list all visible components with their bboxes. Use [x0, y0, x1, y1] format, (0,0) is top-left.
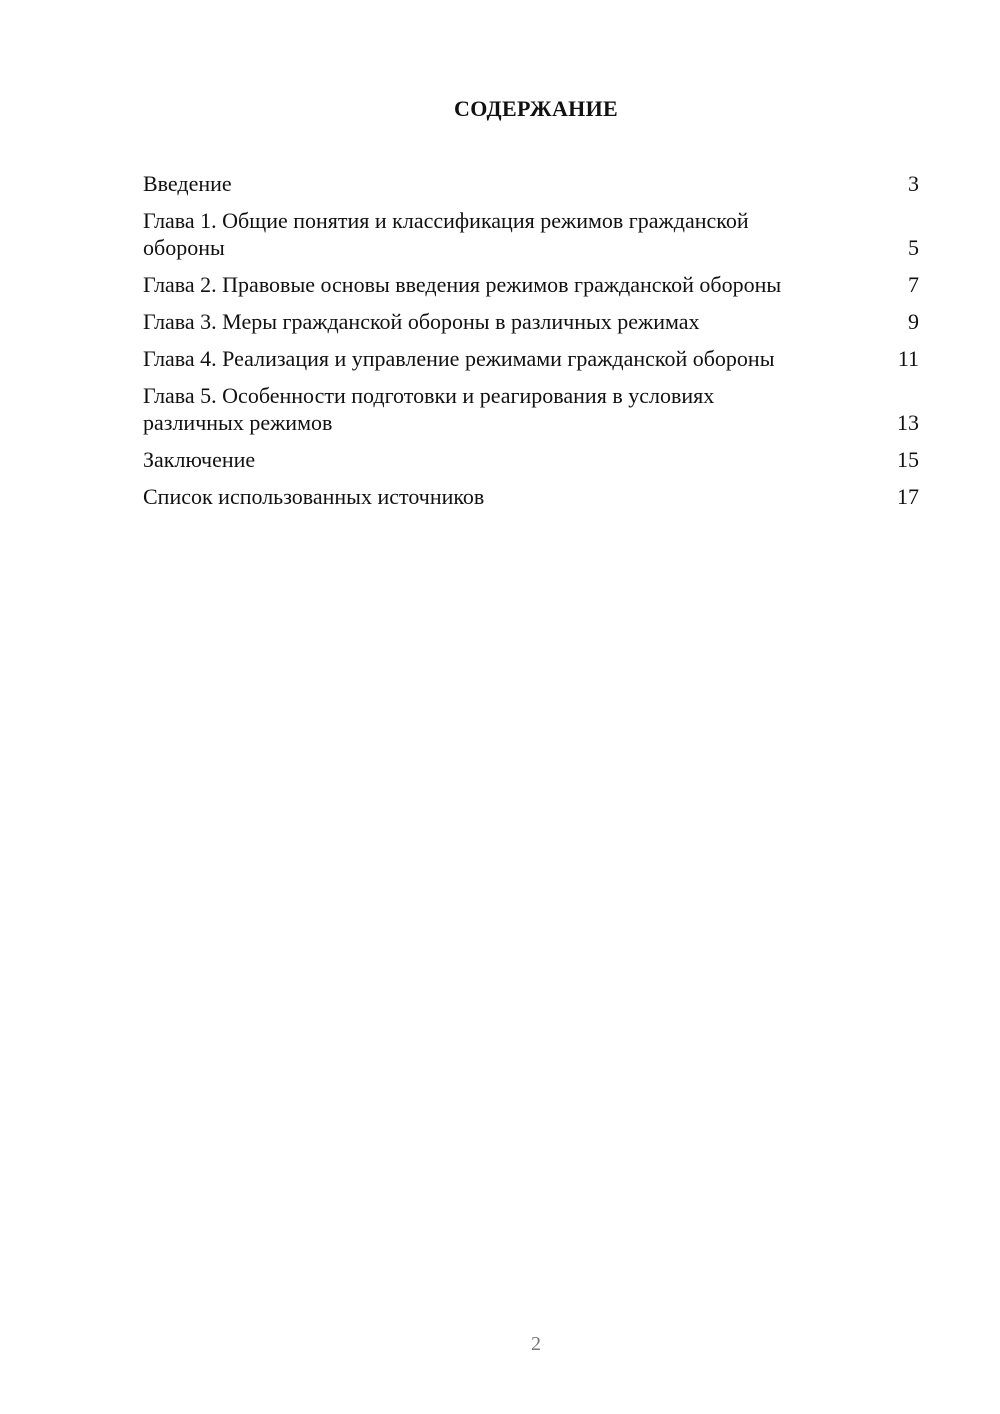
toc-entry-introduction[interactable]: [143, 170, 919, 197]
toc-entry-page: 3: [908, 171, 919, 196]
toc-entry-text: Глава 3. Меры гражданской обороны в различных режимах: [143, 309, 700, 334]
table-of-contents: [143, 170, 919, 520]
toc-entry-page: 13: [897, 410, 919, 435]
toc-entry-chapter-3[interactable]: [143, 308, 919, 335]
toc-entry-page: 11: [897, 346, 919, 371]
toc-entry-text: Глава 1. Общие понятия и классификация режимов гражданской обороны: [143, 208, 749, 260]
toc-entry-chapter-1[interactable]: [143, 207, 919, 261]
toc-entry-page: 17: [897, 484, 919, 509]
toc-entry-chapter-5[interactable]: [143, 382, 919, 436]
toc-entry-text: Заключение: [143, 447, 256, 472]
toc-entry-page: 15: [897, 447, 919, 472]
toc-entry-text: Глава 2. Правовые основы введения режимов гражданской обороны: [143, 272, 782, 297]
toc-entry-text: Глава 4. Реализация и управление режимами гражданской обороны: [143, 346, 775, 371]
page-title: СОДЕРЖАНИЕ: [454, 96, 618, 121]
toc-entry-text: Введение: [143, 171, 232, 196]
toc-entry-chapter-4[interactable]: [143, 345, 919, 372]
toc-entry-references[interactable]: [143, 483, 919, 510]
toc-entry-chapter-2[interactable]: [143, 271, 919, 298]
toc-entry-page: 5: [908, 235, 919, 260]
toc-entry-page: 9: [908, 309, 919, 334]
toc-entry-text: Глава 5. Особенности подготовки и реагирования в условиях различных режимов: [143, 383, 715, 435]
toc-entry-conclusion[interactable]: [143, 446, 919, 473]
toc-entry-text: Список использованных источников: [143, 484, 485, 509]
toc-entry-page: 7: [908, 272, 919, 297]
page-number: 2: [531, 1333, 541, 1355]
